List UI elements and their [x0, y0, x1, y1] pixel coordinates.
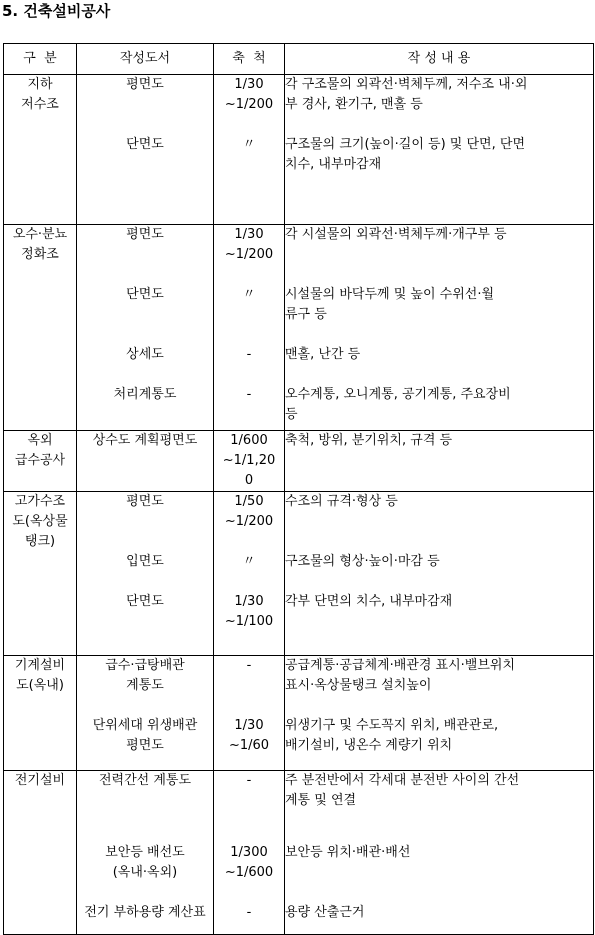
- scale-cell: [214, 431, 285, 492]
- category-cell: 지하 저수조: [4, 75, 77, 225]
- scale-cell: [214, 225, 285, 431]
- scale-entry: 1/50 ~1/200: [224, 494, 274, 529]
- content-entry: 보안등 위치·배관·배선: [285, 845, 411, 860]
- scale-entry: 1/600 ~1/1,20 0: [222, 433, 276, 488]
- category-cell: 전기설비: [4, 771, 77, 935]
- content-cell: [285, 431, 594, 492]
- header-content: 작 성 내 용: [285, 44, 594, 75]
- drawing-entry: 평면도: [126, 77, 164, 92]
- drawing-cell: [77, 492, 214, 656]
- drawing-entry: 상수도 계획평면도: [92, 433, 198, 448]
- design-document-table: [3, 43, 594, 935]
- content-entry: 각 구조물의 외곽선·벽체두께, 저수조 내·외 부 경사, 환기구, 맨홀 등: [285, 77, 528, 112]
- category-cell: 기계설비 도(옥내): [4, 656, 77, 771]
- content-entry: 공급계통·공급체계·배관경 표시·밸브위치 표시·옥상물탱크 설치높이: [285, 658, 516, 693]
- header-category: 구 분: [4, 44, 77, 75]
- drawing-cell: [77, 75, 214, 225]
- table-body: [4, 75, 594, 935]
- content-entry: 시설물의 바닥두께 및 높이 수위선·월 류구 등: [285, 287, 495, 322]
- content-entry: 맨홀, 난간 등: [285, 347, 361, 362]
- content-entry: 구조물의 형상·높이·마감 등: [285, 554, 440, 569]
- drawing-entry: 평면도: [126, 227, 164, 242]
- content-entry: 수조의 규격·형상 등: [285, 494, 398, 509]
- drawing-entry: 전기 부하용량 계산표: [84, 905, 206, 920]
- content-entry: 구조물의 크기(높이·길이 등) 및 단면, 단면 치수, 내부마감재: [285, 137, 525, 172]
- drawing-entry: 급수·급탕배관 계통도: [105, 658, 185, 693]
- drawing-entry: 처리계통도: [113, 387, 177, 402]
- scale-entry: -: [246, 347, 252, 362]
- table-header-row: [4, 44, 594, 75]
- drawing-entry: 단면도: [126, 594, 164, 609]
- table-row: [4, 75, 594, 225]
- drawing-entry: 상세도: [126, 347, 164, 362]
- drawing-entry: 단면도: [126, 287, 164, 302]
- section-heading: 5. 건축설비공사: [2, 2, 111, 20]
- category-cell: 옥외 급수공사: [4, 431, 77, 492]
- scale-entry: 1/30 ~1/60: [228, 718, 270, 753]
- table-row: [4, 431, 594, 492]
- drawing-entry: 전력간선 계통도: [98, 773, 192, 788]
- scale-entry: 〃: [242, 287, 256, 302]
- drawing-cell: [77, 225, 214, 431]
- table-row: [4, 225, 594, 431]
- drawing-cell: [77, 431, 214, 492]
- scale-entry: -: [246, 658, 252, 673]
- drawing-entry: 평면도: [126, 494, 164, 509]
- drawing-entry: 단위세대 위생배관 평면도: [92, 718, 198, 753]
- scale-cell: [214, 75, 285, 225]
- drawing-cell: [77, 656, 214, 771]
- content-entry: 오수계통, 오니계통, 공기계통, 주요장비 등: [285, 387, 511, 422]
- scale-entry: 1/30 ~1/200: [224, 77, 274, 112]
- scale-entry: 1/30 ~1/100: [224, 594, 274, 629]
- scale-entry: -: [246, 773, 252, 788]
- content-entry: 각부 단면의 치수, 내부마감재: [285, 594, 453, 609]
- scale-entry: 1/300 ~1/600: [224, 845, 274, 880]
- scale-entry: 〃: [242, 554, 256, 569]
- header-scale: 축 척: [214, 44, 285, 75]
- scale-entry: 〃: [242, 137, 256, 152]
- scale-entry: -: [246, 387, 252, 402]
- content-entry: 축척, 방위, 분기위치, 규격 등: [285, 433, 453, 448]
- scale-entry: -: [246, 905, 252, 920]
- drawing-entry: 단면도: [126, 137, 164, 152]
- content-cell: [285, 225, 594, 431]
- content-entry: 주 분전반에서 각세대 분전반 사이의 간선 계통 및 연결: [285, 773, 520, 808]
- content-cell: [285, 492, 594, 656]
- table-row: [4, 492, 594, 656]
- content-cell: [285, 75, 594, 225]
- category-cell: 고가수조 도(옥상물 탱크): [4, 492, 77, 656]
- table-row: [4, 656, 594, 771]
- drawing-entry: 보안등 배선도 (옥내·옥외): [105, 845, 185, 880]
- content-entry: 위생기구 및 수도꼭지 위치, 배관관로, 배기설비, 냉온수 계량기 위치: [285, 718, 499, 753]
- drawing-entry: 입면도: [126, 554, 164, 569]
- content-entry: 각 시설물의 외곽선·벽체두께·개구부 등: [285, 227, 507, 242]
- header-drawing: 작성도서: [77, 44, 214, 75]
- scale-cell: [214, 492, 285, 656]
- category-cell: 오수·분뇨 정화조: [4, 225, 77, 431]
- scale-entry: 1/30 ~1/200: [224, 227, 274, 262]
- content-cell: [285, 656, 594, 771]
- scale-cell: [214, 656, 285, 771]
- content-entry: 용량 산출근거: [285, 905, 365, 920]
